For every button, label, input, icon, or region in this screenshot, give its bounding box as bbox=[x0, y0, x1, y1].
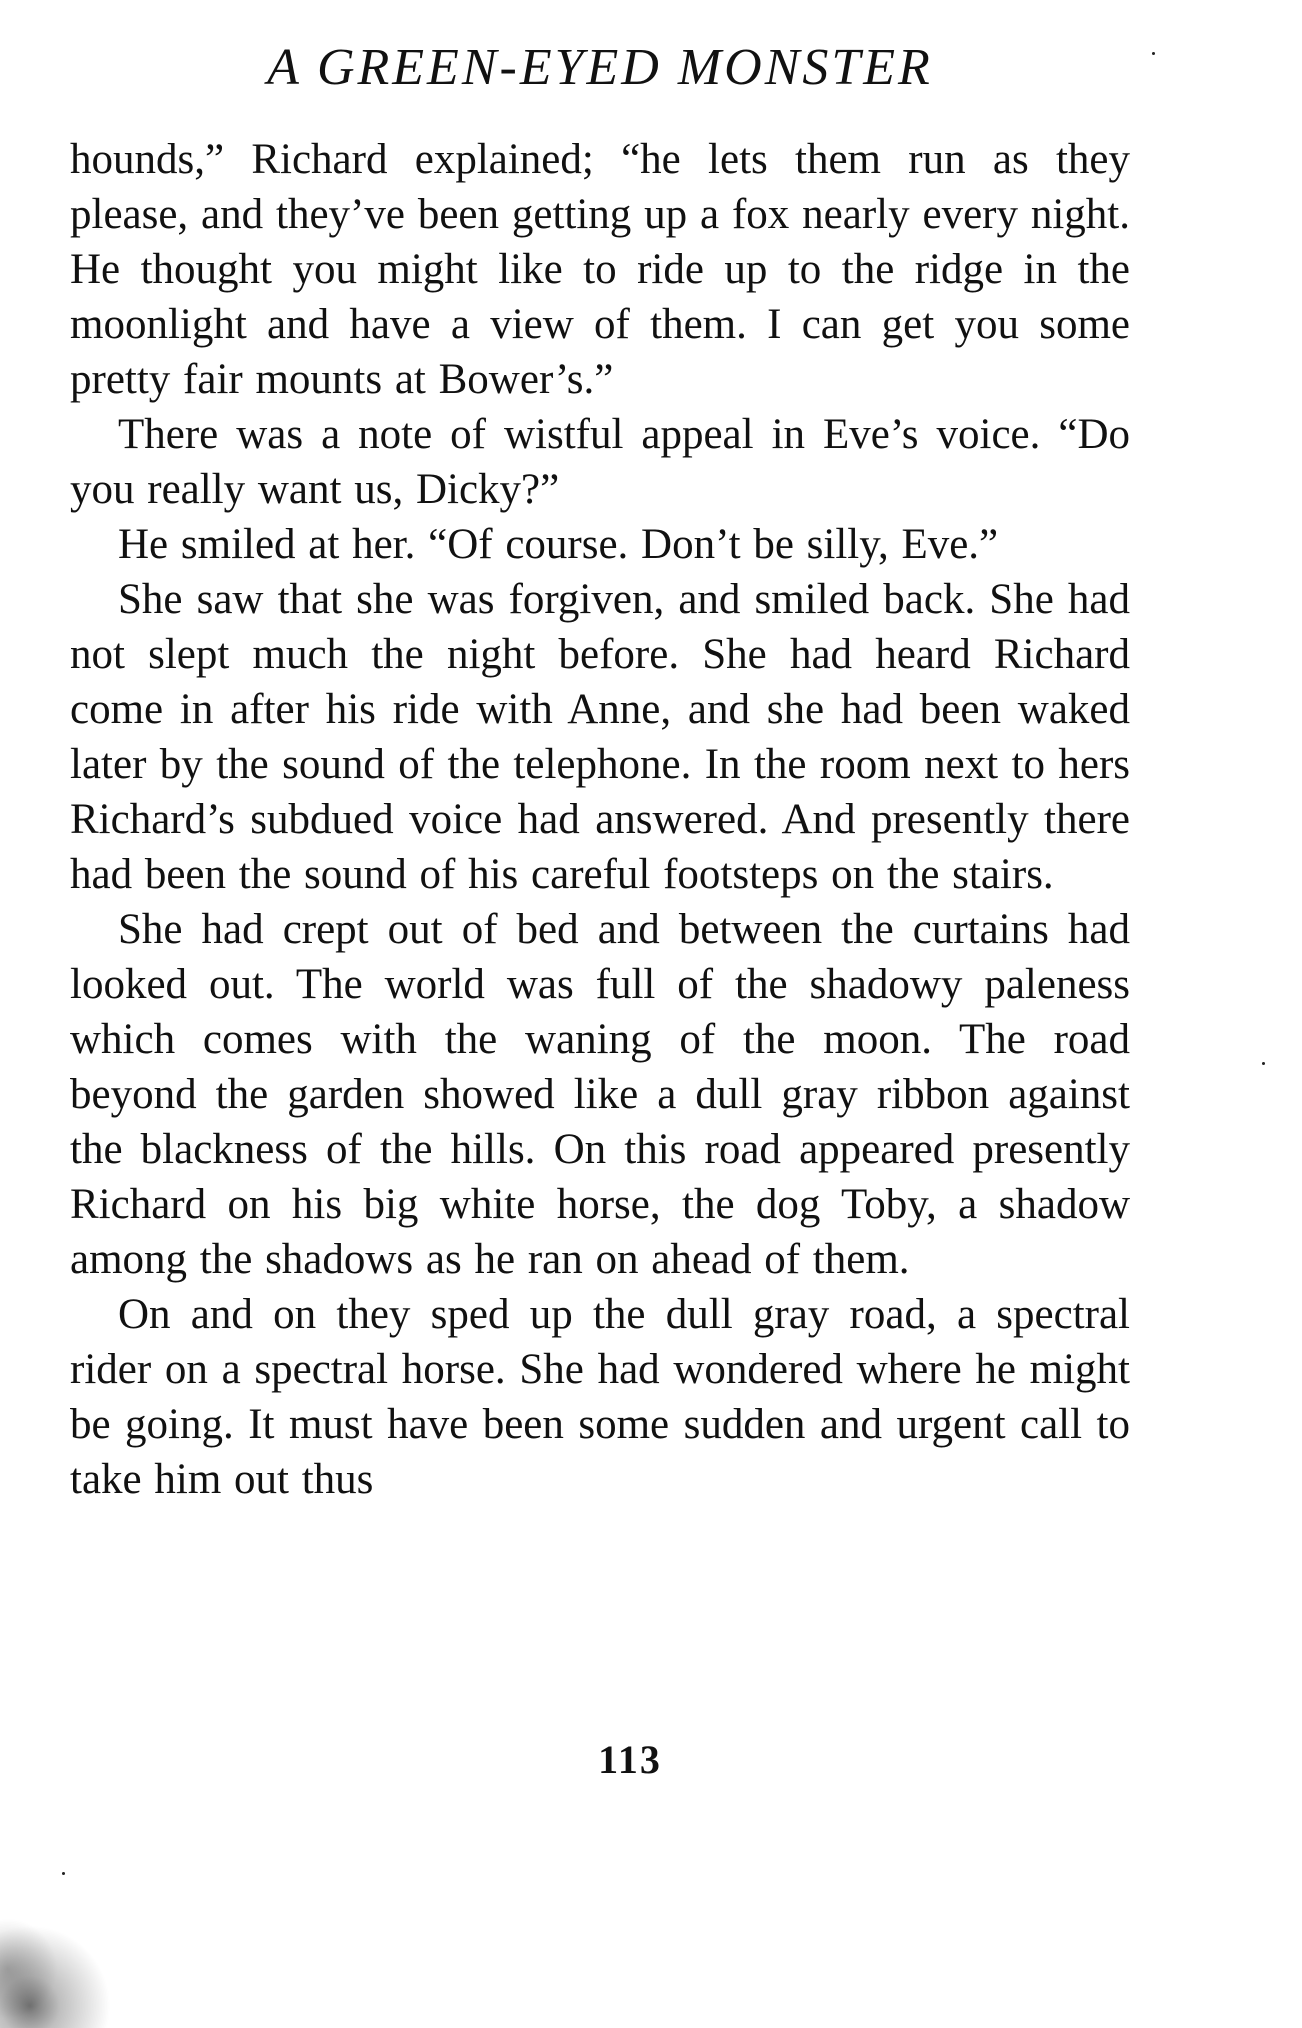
scan-speck bbox=[62, 1872, 65, 1875]
scan-smudge bbox=[0, 1880, 150, 2028]
scan-speck bbox=[1262, 1062, 1265, 1065]
page-number: 113 bbox=[598, 1737, 662, 1782]
paragraph: There was a note of wistful appeal in Eve’s voice. “Do you really want us, Dicky?” bbox=[70, 411, 1130, 513]
scan-speck bbox=[1152, 52, 1155, 55]
running-head: A GREEN-EYED MONSTER bbox=[267, 39, 933, 96]
body-text bbox=[70, 132, 1130, 1507]
paragraph: hounds,” Richard explained; “he lets them run as they please, and they’ve been getting up a fox nearly every night. He thought you might like to ride up to the ridge in the moonlight and have a view of them. I can get you some pretty fair mounts at Bower’s.” bbox=[70, 136, 1130, 403]
paragraph: He smiled at her. “Of course. Don’t be silly, Eve.” bbox=[118, 521, 999, 568]
paragraph: On and on they sped up the dull gray road, a spectral rider on a spectral horse. She had wondered where he might be going. It must have been some sudden and urgent call to take him out thus bbox=[70, 1291, 1130, 1503]
paragraph: She had crept out of bed and between the curtains had looked out. The world was full of the shadowy paleness which comes with the waning of the moon. The road beyond the garden showed like a dull gray ribbon against the blackness of the hills. On this road appeared presently Richard on his big white horse, the dog Toby, a shadow among the shadows as he ran on ahead of them. bbox=[70, 906, 1130, 1283]
paragraph: She saw that she was forgiven, and smiled back. She had not slept much the night before. She had heard Richard come in after his ride with Anne, and she had been waked later by the sound of the telephone. In the room next to hers Richard’s subdued voice had answered. And presently there had been the sound of his careful footsteps on the stairs. bbox=[70, 576, 1130, 898]
